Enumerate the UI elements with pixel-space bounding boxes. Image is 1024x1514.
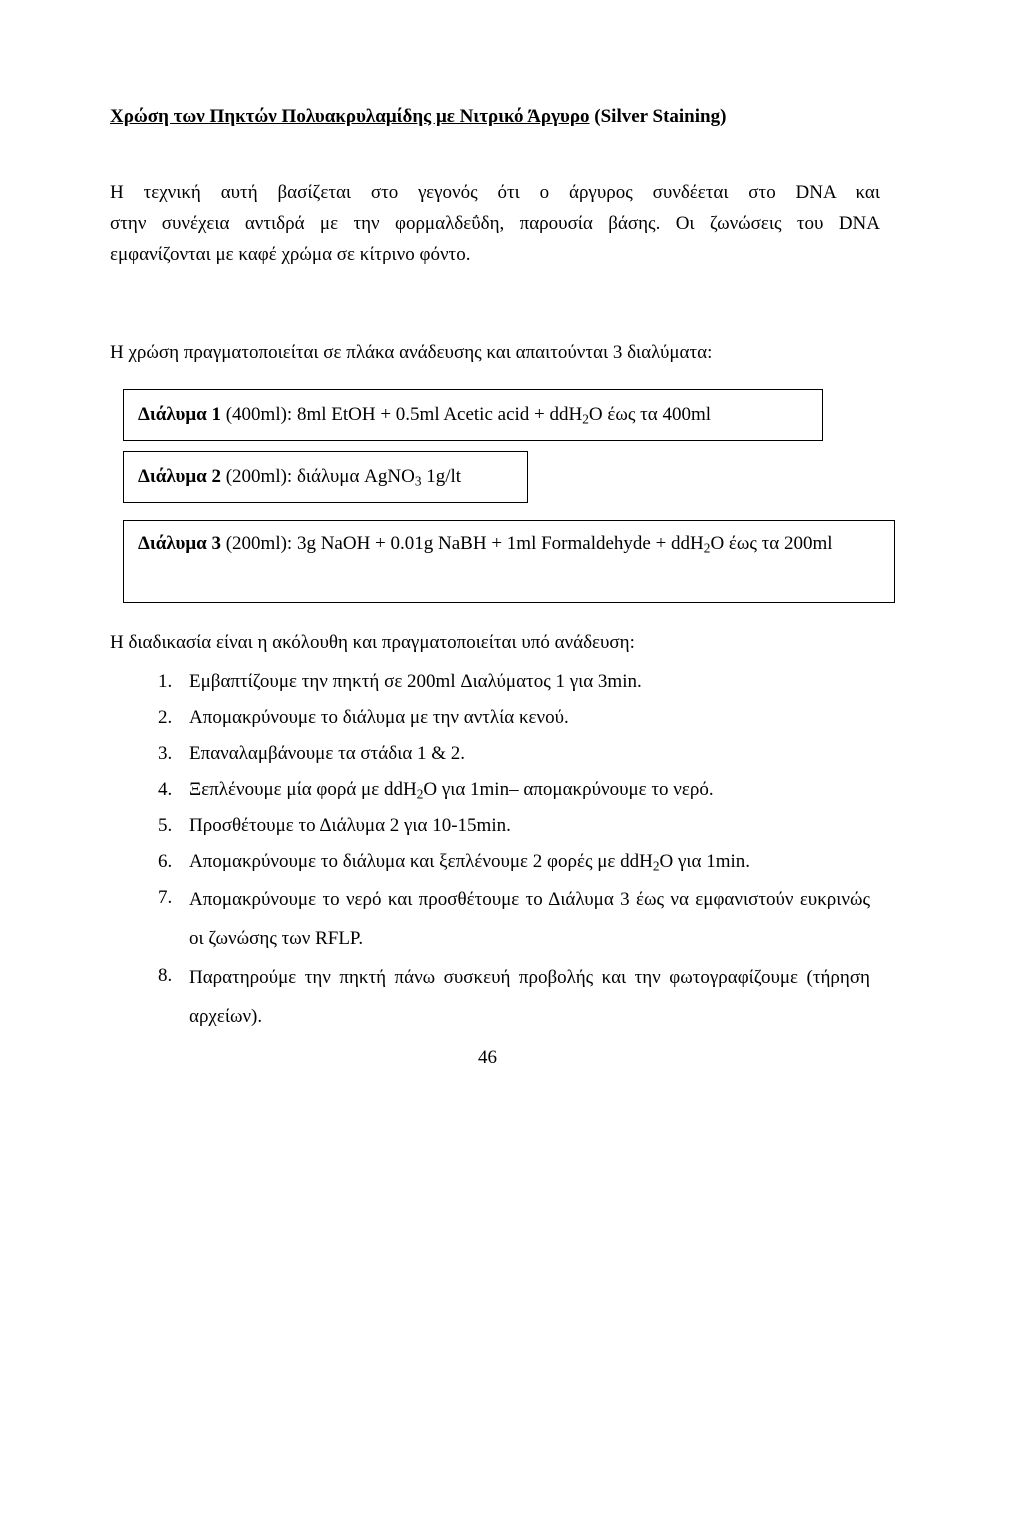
- step-6: [158, 844, 870, 880]
- step-text: [189, 736, 870, 772]
- step-text-a: Απομακρύνουμε το νερό και προσθέτουμε το Διάλυμα 3 έως να εμφανιστούν ευκρινώς οι ζωνώσης των RFLP.: [189, 889, 870, 949]
- step-number: 2.: [158, 707, 173, 728]
- step-text-a: Εμβαπτίζουμε την πηκτή σε 200ml Διαλύματος 1 για 3min.: [189, 671, 642, 692]
- intro-paragraph: [110, 177, 880, 270]
- step-number: 1.: [158, 671, 173, 692]
- step-number: 4.: [158, 779, 173, 800]
- page-number: 46: [478, 1047, 497, 1068]
- solution-2-subscript: 3: [414, 473, 422, 489]
- solution-2-text-a: (200ml): διάλυμα AgNO: [220, 466, 415, 487]
- step-5: [158, 808, 870, 844]
- solution-3-subscript: 2: [703, 540, 711, 556]
- step-text-a: Ξεπλένουμε μία φορά με ddH: [189, 779, 417, 800]
- step-text: [189, 808, 870, 844]
- step-text: [189, 700, 870, 736]
- step-4: [158, 772, 870, 808]
- solutions-intro: Η χρώση πραγματοποιείται σε πλάκα ανάδευσης και απαιτούνται 3 διαλύματα:: [110, 342, 713, 363]
- solution-1-text-b: O έως τα 400ml: [588, 404, 712, 425]
- solution-2-box: [123, 451, 528, 503]
- solution-1-text-a: (400ml): 8ml EtOH + 0.5ml Acetic acid + ddH: [220, 404, 583, 425]
- step-number: 5.: [158, 815, 173, 836]
- intro-line-3: εμφανίζονται με καφέ χρώμα σε κίτρινο φόντο.: [110, 244, 471, 265]
- intro-line-2: στην συνέχεια αντιδρά με την φορμαλδεΰδη, παρουσία βάσης. Οι ζωνώσεις του DNA: [110, 213, 880, 234]
- step-number: 6.: [158, 851, 173, 872]
- page-title: [110, 106, 726, 128]
- solution-3-text-b: O έως τα 200ml: [710, 533, 833, 554]
- step-text: [189, 772, 870, 808]
- title-english: (Silver Staining): [589, 106, 727, 127]
- solution-1-name: Διάλυμα 1: [138, 404, 221, 425]
- step-text-b: O για 1min.: [659, 851, 751, 872]
- step-subscript: 2: [416, 786, 424, 802]
- step-text-a: Απομακρύνουμε το διάλυμα με την αντλία κενού.: [189, 707, 569, 728]
- step-subscript: 2: [652, 858, 660, 874]
- intro-line-1: Η τεχνική αυτή βασίζεται στο γεγονός ότι ο άργυρος συνδέεται στο DNA και: [110, 182, 880, 203]
- step-8: [158, 958, 870, 1036]
- step-text: [189, 880, 870, 958]
- solution-3-box: [123, 520, 895, 603]
- step-2: [158, 700, 870, 736]
- step-7: [158, 880, 870, 958]
- step-text-b: O για 1min– απομακρύνουμε το νερό.: [423, 779, 714, 800]
- step-text: [189, 958, 870, 1036]
- procedure-steps: [158, 664, 870, 1036]
- solution-1-box: [123, 389, 823, 441]
- solution-3-text-a: (200ml): 3g NaOH + 0.01g NaBH + 1ml Formaldehyde + ddH: [220, 533, 704, 554]
- step-number: 7.: [158, 887, 173, 908]
- title-greek: Χρώση των Πηκτών Πολυακρυλαμίδης με Νιτρικό Άργυρο: [110, 106, 590, 127]
- step-text-a: Προσθέτουμε το Διάλυμα 2 για 10-15min.: [189, 815, 511, 836]
- step-number: 8.: [158, 965, 173, 986]
- step-3: [158, 736, 870, 772]
- step-text-a: Απομακρύνουμε το διάλυμα και ξεπλένουμε 2 φορές με ddH: [189, 851, 653, 872]
- solution-1-subscript: 2: [582, 411, 589, 427]
- step-text-a: Παρατηρούμε την πηκτή πάνω συσκευή προβολής και την φωτογραφίζουμε (τήρηση αρχείων).: [189, 967, 870, 1027]
- solution-2-text-b: 1g/lt: [421, 466, 462, 487]
- step-number: 3.: [158, 743, 173, 764]
- procedure-intro: Η διαδικασία είναι η ακόλουθη και πραγματοποιείται υπό ανάδευση:: [110, 632, 635, 653]
- step-text: [189, 664, 870, 700]
- solution-2-name: Διάλυμα 2: [138, 466, 221, 487]
- solution-3-name: Διάλυμα 3: [138, 533, 221, 554]
- step-text: [189, 844, 870, 880]
- step-text-a: Επαναλαμβάνουμε τα στάδια 1 & 2.: [189, 743, 466, 764]
- step-1: [158, 664, 870, 700]
